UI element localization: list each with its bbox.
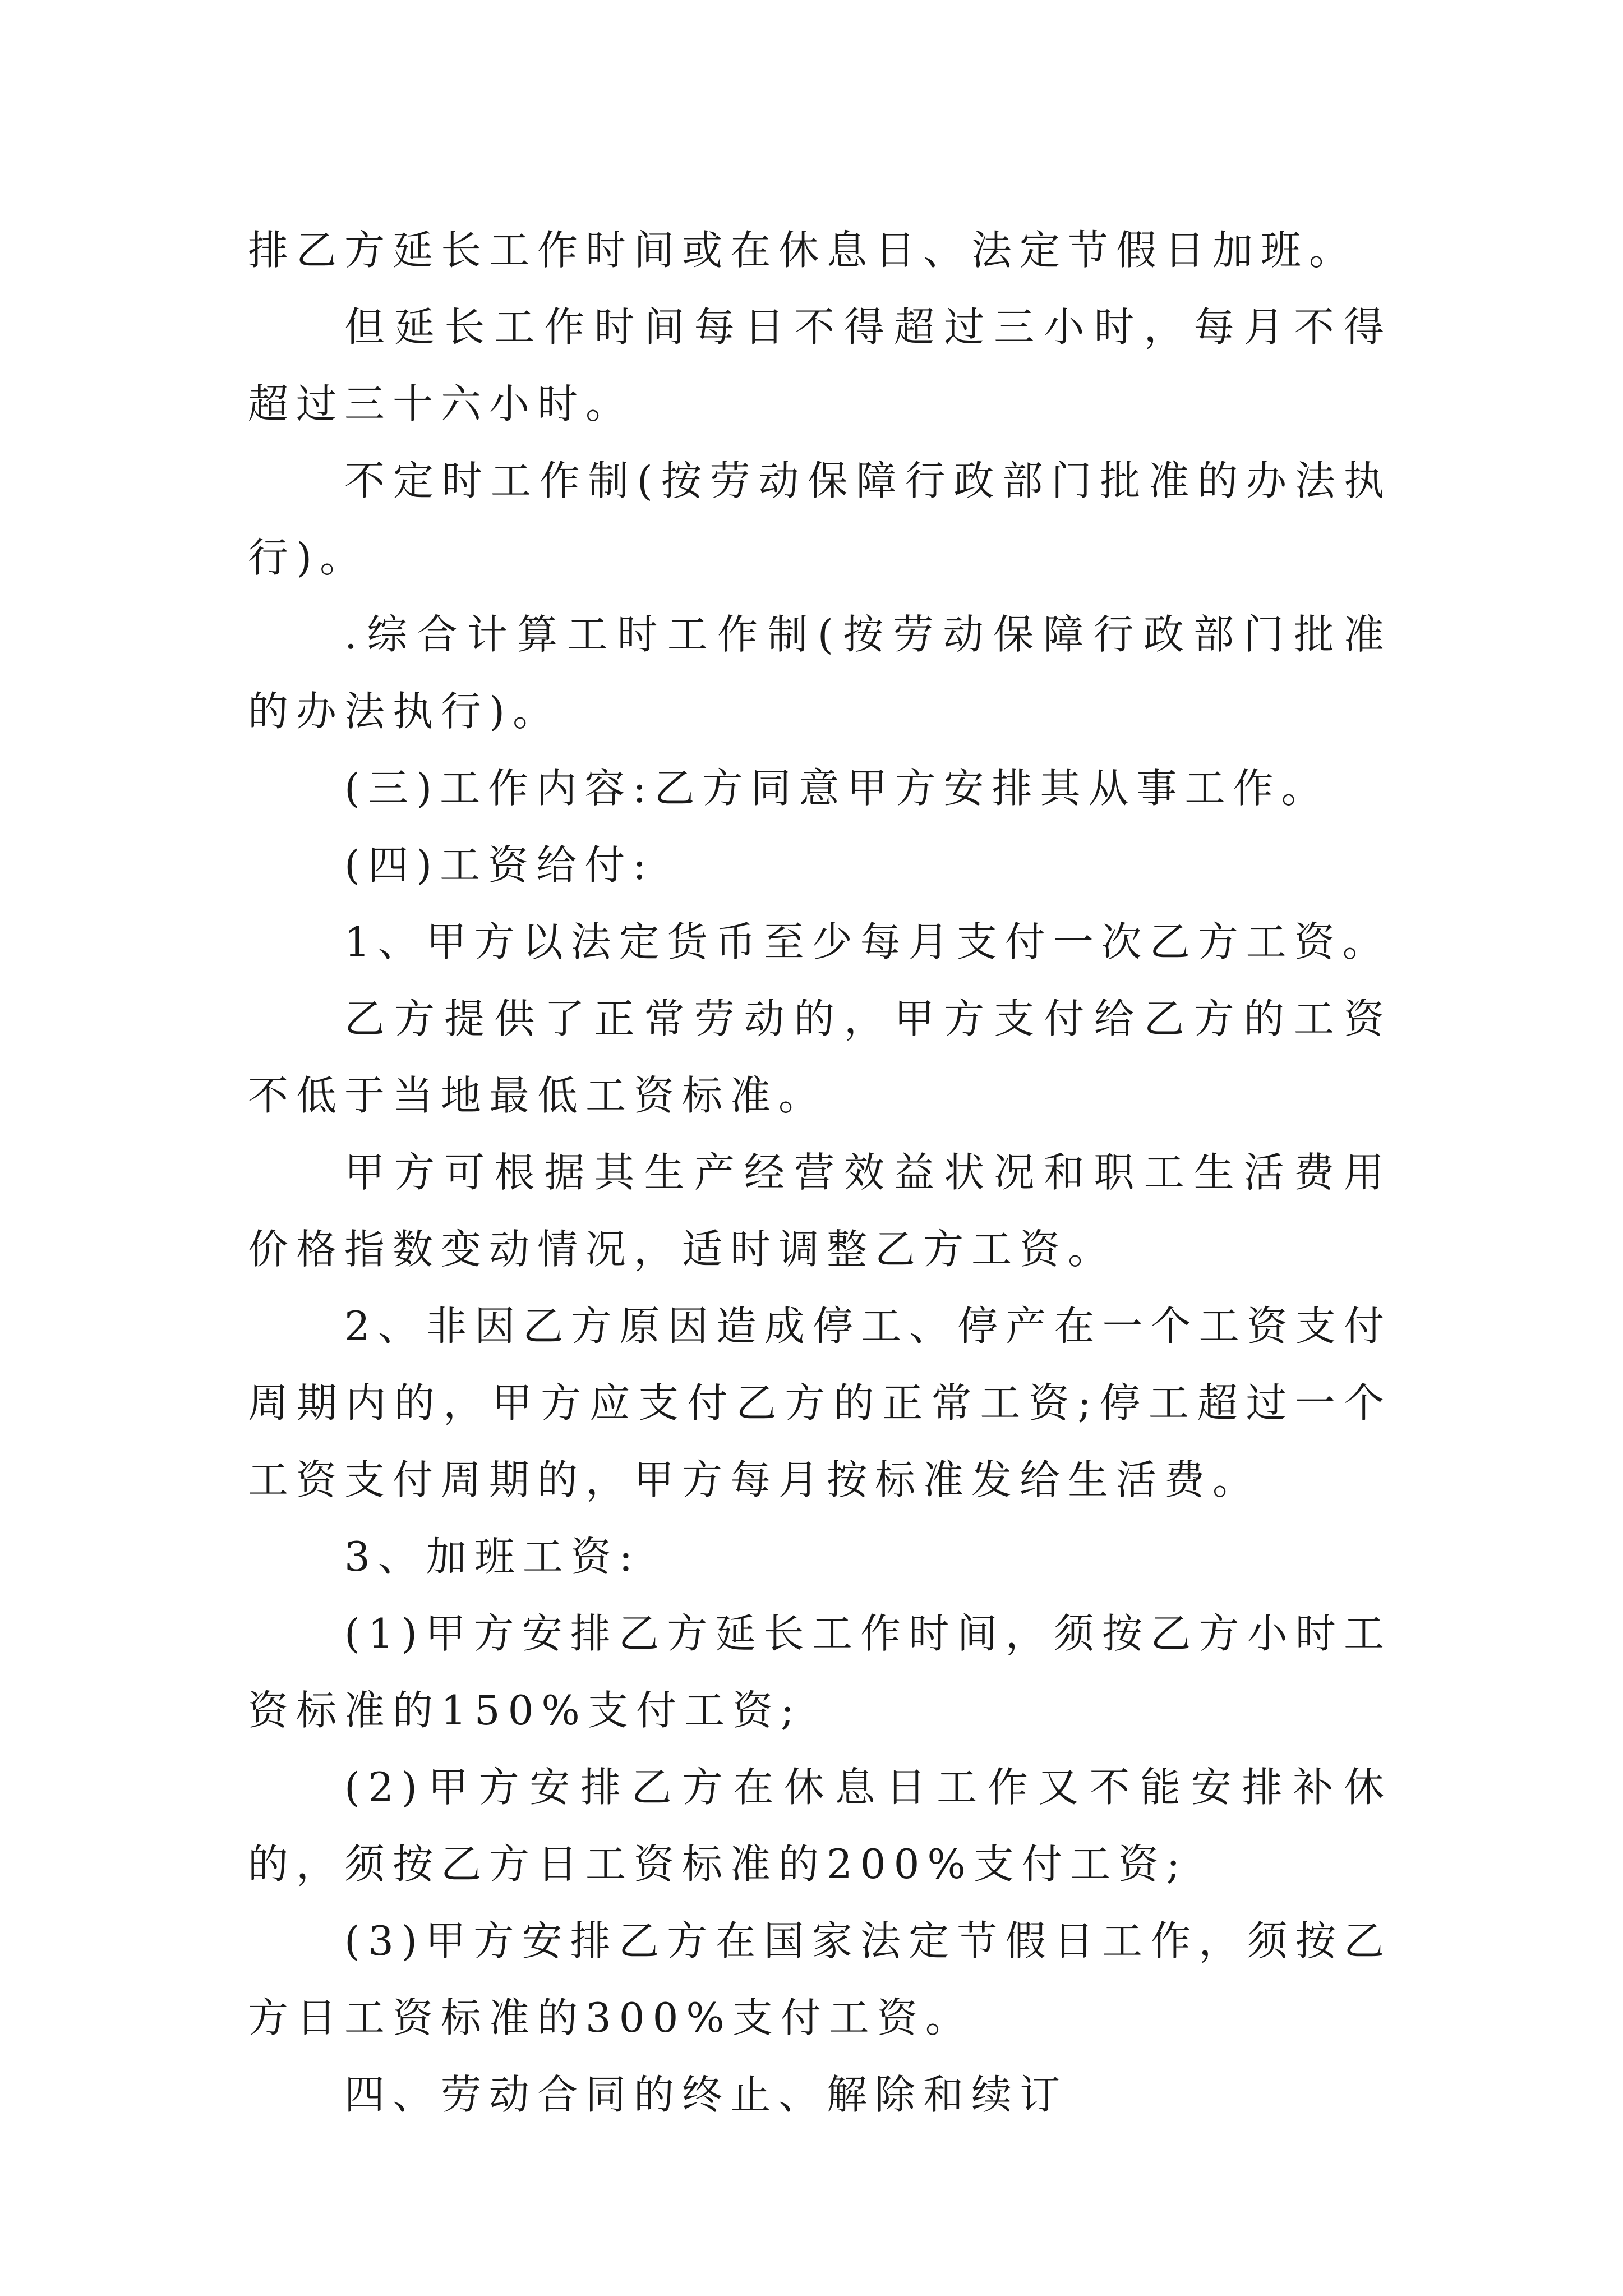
paragraph-5: (三)工作内容:乙方同意甲方安排其从事工作。 (344, 765, 1330, 812)
paragraph-6: (四)工资给付: (344, 841, 654, 889)
paragraph-3: 不定时工作制(按劳动保障行政部门批准的办法执行)。 (248, 457, 1392, 581)
paragraph-4: .综合计算工时工作制(按劳动保障行政部门批准的办法执行)。 (248, 611, 1392, 735)
paragraph-2: 但延长工作时间每日不得超过三小时，每月不得超过三十六小时。 (248, 303, 1392, 427)
section-heading: 四、劳动合同的终止、解除和续订 (344, 2071, 1068, 2118)
paragraph-11: 3、加班工资: (344, 1533, 641, 1580)
paragraph-10: 2、非因乙方原因造成停工、停产在一个工资支付周期内的，甲方应支付乙方的正常工资;停工超过一个工资支付周期的，甲方每月按标准发给生活费。 (248, 1303, 1392, 1503)
paragraph-14: (3)甲方安排乙方在国家法定节假日工作，须按乙方日工资标准的300%支付工资。 (248, 1917, 1392, 2041)
paragraph-9: 甲方可根据其生产经营效益状况和职工生活费用价格指数变动情况，适时调整乙方工资。 (248, 1149, 1392, 1273)
paragraph-12: (1)甲方安排乙方延长工作时间，须按乙方小时工资标准的150%支付工资; (248, 1610, 1392, 1734)
paragraph-8: 乙方提供了正常劳动的，甲方支付给乙方的工资不低于当地最低工资标准。 (248, 995, 1392, 1119)
document-body (248, 212, 1392, 2133)
paragraph-13: (2)甲方安排乙方在休息日工作又不能安排补休的，须按乙方日工资标准的200%支付工资; (248, 1764, 1392, 1888)
paragraph-1: 排乙方延长工作时间或在休息日、法定节假日加班。 (248, 227, 1358, 274)
paragraph-7: 1、甲方以法定货币至少每月支付一次乙方工资。 (344, 918, 1391, 965)
